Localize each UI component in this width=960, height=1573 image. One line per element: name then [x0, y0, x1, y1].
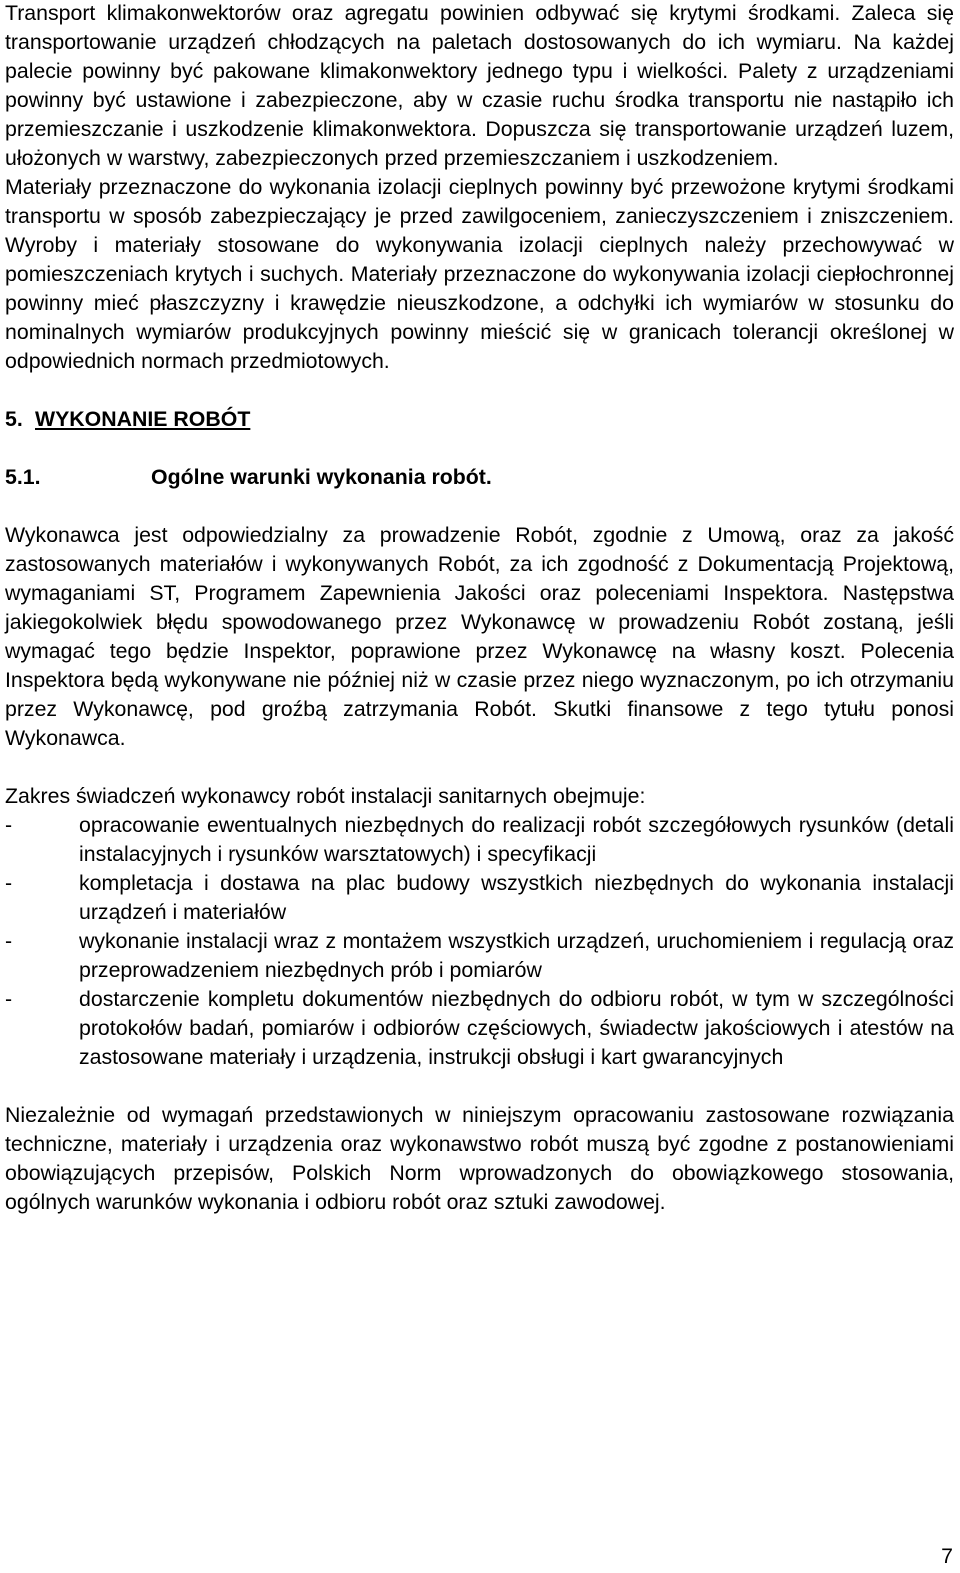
- dash-bullet: -: [5, 871, 13, 895]
- list-item: [5, 927, 954, 985]
- section-5-1-heading: [5, 463, 954, 492]
- scope-intro: Zakres świadczeń wykonawcy robót instalacji sanitarnych obejmuje:: [5, 784, 646, 808]
- contractor-paragraph: Wykonawca jest odpowiedzialny za prowadzenie Robót, zgodnie z Umową, oraz za jakość zastosowanych materiałów i wykonywanych Robót, za ich zgodność z Dokumentacją Projektową, wymaganiami ST, Programem Zapewnienia Jakości oraz poleceniami Inspektora. Następstwa jakiegokolwiek błędu spowodowanego przez Wykonawcę w prowadzeniu Robót zostaną, jeśli wymagać tego będzie Inspektor, poprawione przez Wykonawcę na własny koszt. Polecenia Inspektora będą wykonywane nie później niż w czasie przez niego wyznaczonym, po ich otrzymaniu przez Wykonawcę, pod groźbą zatrzymania Robót. Skutki finansowe z tego tytułu ponosi Wykonawca.: [5, 523, 954, 750]
- materials-paragraph: Materiały przeznaczone do wykonania izolacji cieplnych powinny być przewożone krytymi środkami transportu w sposób zabezpieczający je przed zawilgoceniem, zanieczyszczeniem i zniszczeniem. Wyroby i materiały stosowane do wykonywania izolacji cieplnych należy przechowywać w pomieszczeniach krytych i suchych. Materiały przeznaczone do wykonywania izolacji ciepłochronnej powinny mieć płaszczyzny i krawędzie nieuszkodzone, a odchyłki ich wymiarów w stosunku do nominalnych wymiarów produkcyjnych powinny mieścić się w granicach tolerancji określonej w odpowiednich normach przedmiotowych.: [5, 175, 954, 373]
- section-5-heading: [5, 405, 954, 434]
- page-number: 7: [941, 1544, 953, 1568]
- dash-bullet: -: [5, 929, 13, 953]
- list-item-text: opracowanie ewentualnych niezbędnych do realizacji robót szczegółowych rysunków (detali instalacyjnych i rysunków warsztatowych) i specyfikacji: [79, 813, 954, 866]
- list-item-text: kompletacja i dostawa na plac budowy wszystkich niezbędnych do wykonania instalacji urządzeń i materiałów: [79, 871, 954, 924]
- list-item: [5, 869, 954, 927]
- transport-paragraph: Transport klimakonwektorów oraz agregatu powinien odbywać się krytymi środkami. Zaleca się transportowanie urządzeń chłodzących na paletach dostosowanych do ich wymiaru. Na każdej palecie powinny być pakowane klimakonwektory jednego typu i wielkości. Palety z urządzeniami powinny być ustawione i zabezpieczone, aby w czasie ruchu środka transportu nie nastąpiło ich przemieszczanie i uszkodzenie klimakonwektora. Dopuszcza się transportowanie urządzeń luzem, ułożonych w warstwy, zabezpieczonych przed przemieszczaniem i uszkodzeniem.: [5, 1, 954, 170]
- document-page: [5, 0, 954, 1217]
- list-item-text: wykonanie instalacji wraz z montażem wszystkich urządzeń, uruchomieniem i regulacją oraz przeprowadzeniem niezbędnych prób i pomiarów: [79, 929, 954, 982]
- list-item: [5, 811, 954, 869]
- list-item-text: dostarczenie kompletu dokumentów niezbędnych do odbioru robót, w tym w szczególności protokołów badań, pomiarów i odbiorów częściowych, świadectw jakościowych i atestów na zastosowane materiały i urządzenia, instrukcji obsługi i kart gwarancyjnych: [79, 987, 954, 1069]
- list-item: [5, 985, 954, 1072]
- closing-paragraph: Niezależnie od wymagań przedstawionych w niniejszym opracowaniu zastosowane rozwiązania techniczne, materiały i urządzenia oraz wykonawstwo robót muszą być zgodne z postanowieniami obowiązujących przepisów, Polskich Norm wprowadzonych do obowiązkowego stosowania, ogólnych warunków wykonania i odbioru robót oraz sztuki zawodowej.: [5, 1103, 954, 1214]
- section-5-1-title: Ogólne warunki wykonania robót.: [151, 465, 492, 489]
- scope-list: [5, 811, 954, 1072]
- section-5-1-number: 5.1.: [5, 465, 41, 489]
- section-5-number: 5.: [5, 407, 23, 431]
- dash-bullet: -: [5, 987, 13, 1011]
- section-5-title: WYKONANIE ROBÓT: [35, 407, 251, 431]
- dash-bullet: -: [5, 813, 13, 837]
